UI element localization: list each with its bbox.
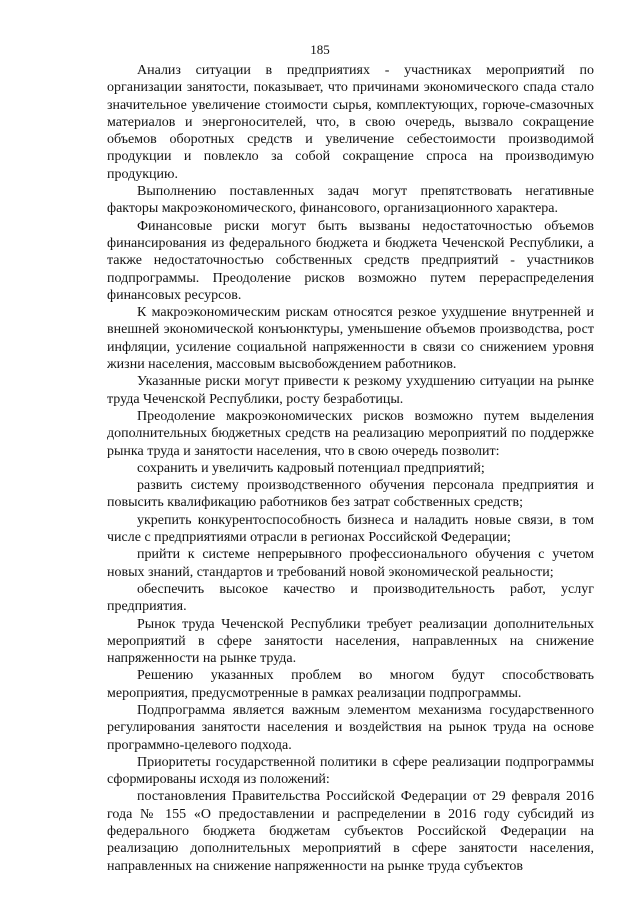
paragraph: Указанные риски могут привести к резкому ухудшению ситуации на рынке труда Чеченской Республики, росту безработицы. bbox=[107, 374, 594, 407]
paragraph: Решению указанных проблем во многом будут способствовать мероприятия, предусмотренные в рамках реализации подпрограммы. bbox=[107, 668, 594, 701]
paragraph: Анализ ситуации в предприятиях - участниках мероприятий по организации занятости, показывает, что причинами экономического спада стало значительное увеличение стоимости сырья, комплектующих, горюче-смазочных материалов и энергоносителей, что, в свою очередь, вызвало сокращение объемов оборотных средств и увеличение себестоимости производимой продукции и повлекло за собой сокращение спроса на производимую продукцию. bbox=[107, 63, 594, 182]
list-item: укрепить конкурентоспособность бизнеса и наладить новые связи, в том числе с предприятиями отрасли в регионах Российской Федерации; bbox=[107, 512, 594, 546]
paragraph: постановления Правительства Российской Федерации от 29 февраля 2016 года № 155 «О предоставлении и распределении в 2016 году субсидий из федерального бюджета бюджетам субъектов Российской Федерации на реализацию дополнительных мероприятий в сфере занятости населения, направленных на снижение напряженности на рынке труда субъектов bbox=[107, 789, 594, 874]
list-item: обеспечить высокое качество и производительность работ, услуг предприятия. bbox=[107, 581, 594, 615]
paragraph: Приоритеты государственной политики в сфере реализации подпрограммы сформированы исходя из положений: bbox=[107, 754, 594, 788]
paragraph: К макроэкономическим рискам относятся резкое ухудшение внутренней и внешней экономической конъюнктуры, уменьшение объемов производства, рост инфляции, усиление социальной напряженности в связи со снижением уровня жизни населения, массовым высвобождением работников. bbox=[107, 305, 594, 373]
list-item: прийти к системе непрерывного профессионального обучения с учетом новых знаний, стандартов и требований новой экономической реальности; bbox=[107, 547, 594, 580]
paragraph: Преодоление макроэкономических рисков возможно путем выделения дополнительных бюджетных средств на реализацию мероприятий по поддержке рынка труда и занятости населения, что в свою очередь позволит: bbox=[107, 408, 594, 459]
paragraph: Выполнению поставленных задач могут препятствовать негативные факторы макроэкономического, финансового, организационного характера. bbox=[107, 184, 594, 217]
list-item: сохранить и увеличить кадровый потенциал предприятий; bbox=[137, 460, 485, 476]
body-text bbox=[107, 62, 594, 875]
page-number: 185 bbox=[310, 42, 330, 57]
paragraph: Финансовые риски могут быть вызваны недостаточностью объемов финансирования из федерального бюджета и бюджета Чеченской Республики, а также недостаточностью собственных средств предприятий - участников подпрограммы. Преодоление рисков возможно путем перераспределения финансовых ресурсов. bbox=[107, 218, 594, 303]
list-item: развить систему производственного обучения персонала предприятия и повысить квалификацию работников без затрат собственных средств; bbox=[107, 478, 594, 511]
paragraph: Рынок труда Чеченской Республики требует реализации дополнительных мероприятий в сфере занятости населения, направленных на снижение напряженности на рынке труда. bbox=[107, 616, 594, 667]
paragraph: Подпрограмма является важным элементом механизма государственного регулирования занятости населения и воздействия на рынок труда на основе программно-целевого подхода. bbox=[107, 702, 594, 753]
